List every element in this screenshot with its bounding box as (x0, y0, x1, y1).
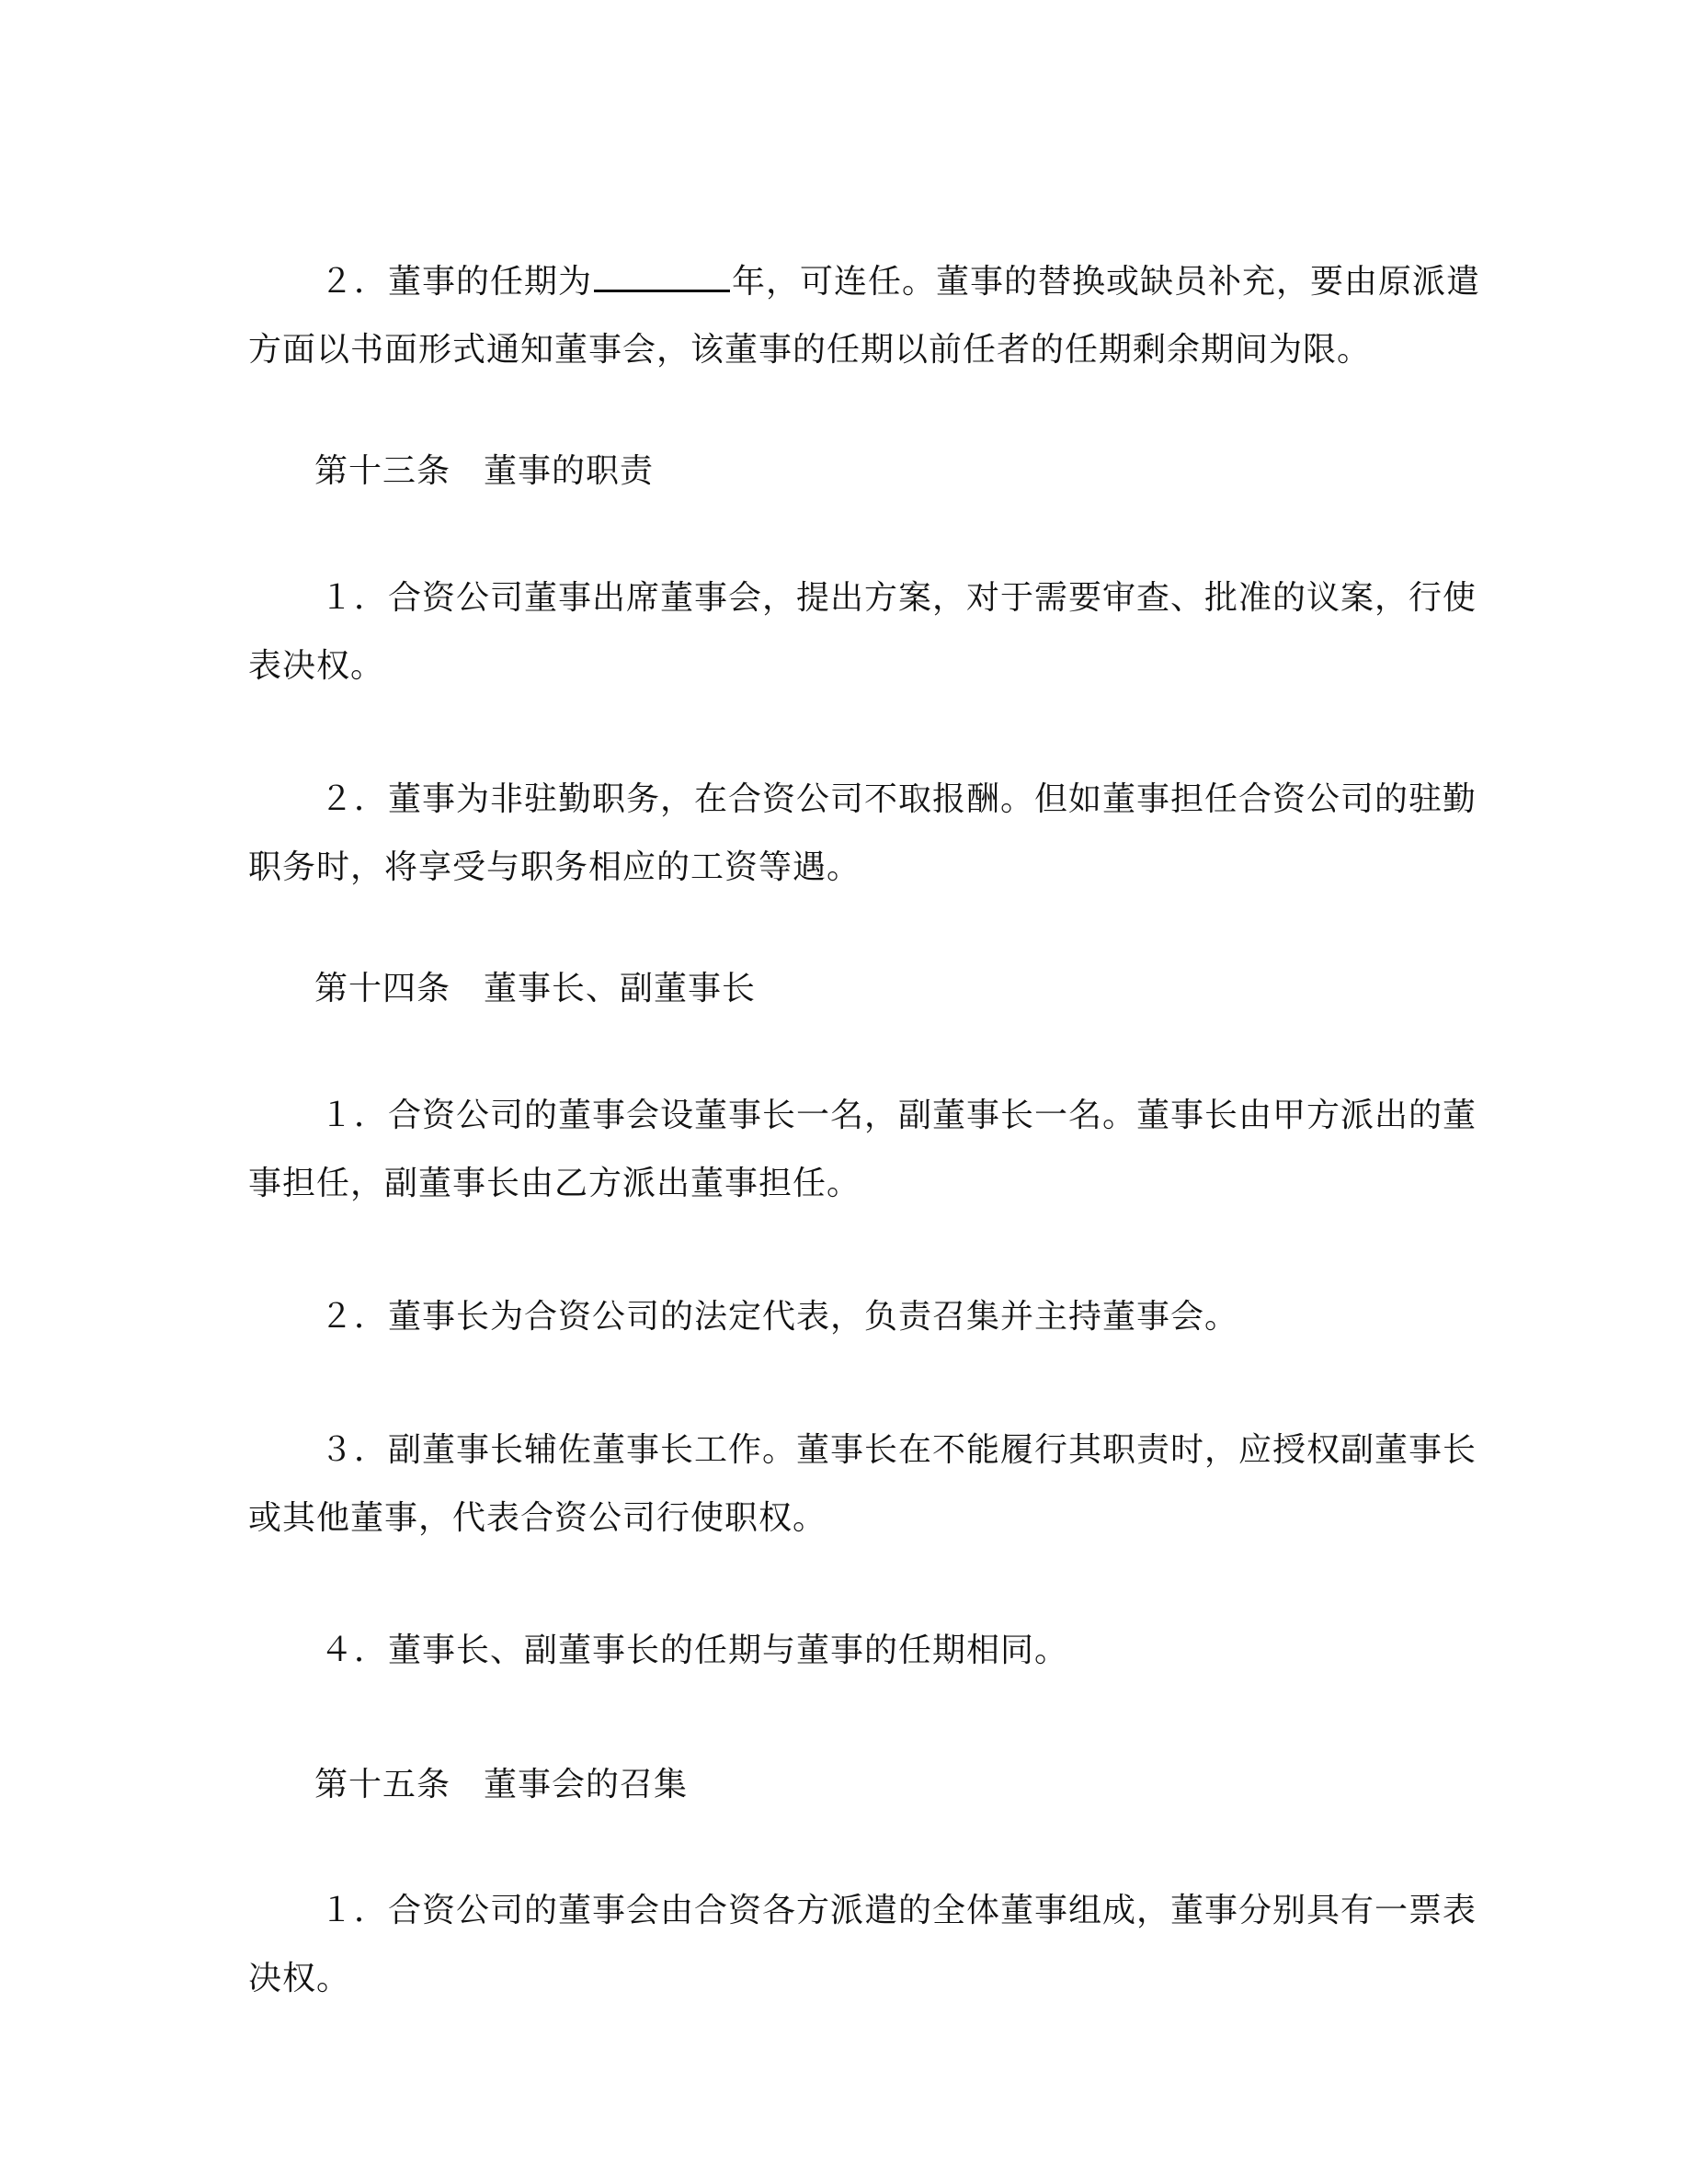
paragraph (248, 1082, 1477, 1218)
paragraph (248, 1877, 1477, 2013)
paragraph-line: 方面以书面形式通知董事会，该董事的任期以前任者的任期剩余期间为限。 (248, 331, 1372, 369)
paragraph-line: 职务时，将享受与职务相应的工资等遇。 (248, 848, 861, 886)
article-number: 第十五条 (314, 1766, 451, 1803)
paragraph-line: １．合资公司的董事会由合资各方派遣的全体董事组成，董事分别具有一票表 (320, 1892, 1477, 1929)
paragraph (248, 1617, 1443, 1685)
paragraph (248, 766, 1477, 902)
paragraph-line: 决权。 (248, 1960, 351, 1997)
paragraph (248, 1283, 1443, 1351)
article-heading (314, 1762, 688, 1808)
paragraph-line: １．合资公司的董事会设董事长一名，副董事长一名。董事长由甲方派出的董 (320, 1097, 1477, 1134)
paragraph-line: ４．董事长、副董事长的任期与董事的任期相同。 (320, 1632, 1069, 1669)
paragraph-line: ２．董事长为合资公司的法定代表，负责召集并主持董事会。 (320, 1298, 1239, 1336)
paragraph (248, 564, 1477, 700)
article-number: 第十三条 (314, 452, 451, 490)
paragraph-line: ３．副董事长辅佐董事长工作。董事长在不能履行其职责时，应授权副董事长 (320, 1431, 1477, 1469)
text-after-blank: 年，可连任。董事的替换或缺员补充，要由原派遣 (732, 263, 1481, 301)
text-before-blank: ２．董事的任期为 (320, 263, 593, 301)
paragraph-line: ２．董事为非驻勤职务，在合资公司不取报酬。但如董事担任合资公司的驻勤 (320, 780, 1477, 818)
article-number: 第十四条 (314, 970, 451, 1007)
article-title: 董事长、副董事长 (484, 970, 757, 1007)
article-title: 董事的职责 (484, 452, 655, 490)
article-heading (314, 966, 756, 1012)
article-heading (314, 449, 654, 495)
paragraph-line: 表决权。 (248, 647, 385, 685)
paragraph-line (248, 248, 1481, 316)
fill-in-blank (594, 256, 730, 292)
paragraph-line: 事担任，副董事长由乙方派出董事担任。 (248, 1165, 861, 1202)
paragraph-line: 或其他董事，代表合资公司行使职权。 (248, 1499, 827, 1537)
paragraph (248, 1416, 1477, 1553)
paragraph-term-of-office (248, 248, 1481, 384)
article-title: 董事会的召集 (484, 1766, 689, 1803)
paragraph-line: １．合资公司董事出席董事会，提出方案，对于需要审查、批准的议案，行使 (320, 579, 1477, 617)
